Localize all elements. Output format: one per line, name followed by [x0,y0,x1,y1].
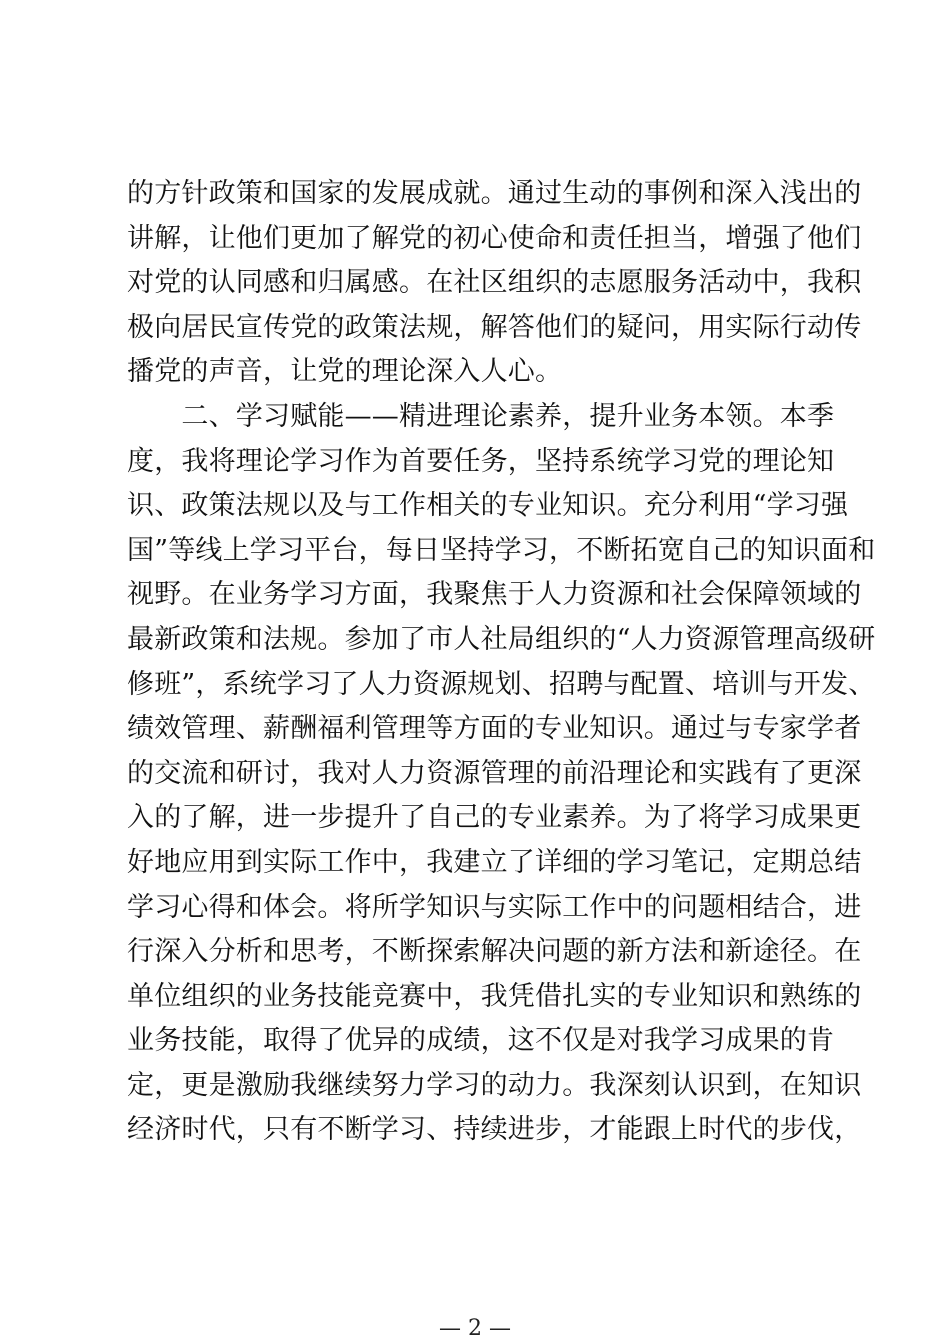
text-line: 单位组织的业务技能竞赛中，我凭借扎实的专业知识和熟练的 [127,980,862,1012]
text-line: 度，我将理论学习作为首要任务，坚持系统学习党的理论知 [127,445,835,477]
text-line: 讲解，让他们更加了解党的初心使命和责任担当，增强了他们 [127,222,862,254]
text-line: 学习心得和体会。将所学知识与实际工作中的问题相结合，进 [127,891,862,923]
section-heading-line: 二、学习赋能——精进理论素养，提升业务本领。本季 [127,400,835,432]
text-line: 播党的声音，让党的理论深入人心。 [127,356,563,388]
text-line: 最新政策和法规。参加了市人社局组织的“人力资源管理高级研 [127,623,876,655]
text-line: 极向居民宣传党的政策法规，解答他们的疑问，用实际行动传 [127,311,862,343]
page-number: — 2 — [439,1316,511,1341]
text-line: 识、政策法规以及与工作相关的专业知识。充分利用“学习强 [127,490,849,522]
text-line: 定，更是激励我继续努力学习的动力。我深刻认识到，在知识 [127,1069,862,1101]
body-text [127,172,876,1153]
text-line: 行深入分析和思考，不断探索解决问题的新方法和新途径。在 [127,936,862,968]
text-line: 经济时代，只有不断学习、持续进步，才能跟上时代的步伐， [127,1114,862,1146]
text-line: 绩效管理、薪酬福利管理等方面的专业知识。通过与专家学者 [127,713,862,745]
text-line: 修班”，系统学习了人力资源规划、招聘与配置、培训与开发、 [127,668,876,700]
text-line: 的方针政策和国家的发展成就。通过生动的事例和深入浅出的 [127,178,862,209]
text-line: 的交流和研讨，我对人力资源管理的前沿理论和实践有了更深 [127,757,862,789]
text-line: 视野。在业务学习方面，我聚焦于人力资源和社会保障领域的 [127,579,862,611]
text-line: 对党的认同感和归属感。在社区组织的志愿服务活动中，我积 [127,267,862,299]
text-line: 国”等线上学习平台，每日坚持学习，不断拓宽自己的知识面和 [127,534,876,566]
text-line: 入的了解，进一步提升了自己的专业素养。为了将学习成果更 [127,802,862,834]
text-line: 业务技能，取得了优异的成绩，这不仅是对我学习成果的肯 [127,1025,835,1057]
text-line: 好地应用到实际工作中，我建立了详细的学习笔记，定期总结 [127,846,862,878]
